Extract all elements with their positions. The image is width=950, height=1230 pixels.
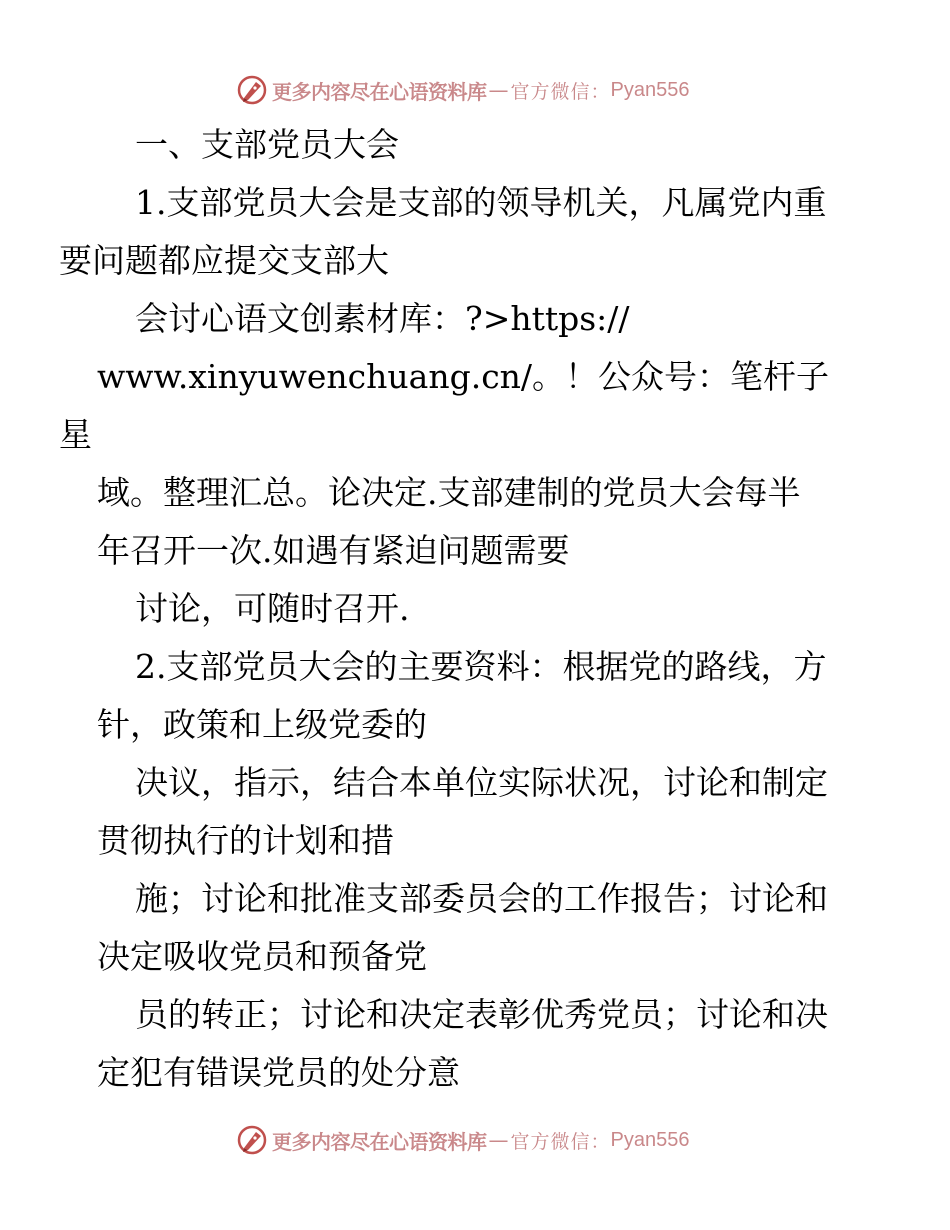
banner-wechat-id: Pyan556 xyxy=(610,78,690,101)
paragraph-2: 会讨心语文创素材库：?>https:// www.xinyuwenchuang.cn/。！公众号：笔杆子星 域。整理汇总。论决定.支部建制的党员大会每半 年召开一次.如遇有紧迫问题需要 xyxy=(59,299,830,570)
banner-dash: — xyxy=(488,1128,509,1152)
paragraph-5: 决议，指示，结合本单位实际状况，讨论和制定 贯彻执行的计划和措 xyxy=(97,763,828,860)
banner-title: 更多内容尽在心语资料库 xyxy=(272,1129,487,1154)
pen-nib-circle-icon xyxy=(236,1124,268,1156)
banner-wechat-id: Pyan556 xyxy=(610,1128,690,1151)
banner-title: 更多内容尽在心语资料库 xyxy=(272,79,487,104)
header-banner xyxy=(236,72,716,108)
pen-nib-circle-icon xyxy=(236,74,268,106)
paragraph-4: 2.支部党员大会的主要资料：根据党的路线，方 针，政策和上级党委的 xyxy=(97,647,827,744)
paragraph-7: 员的转正；讨论和决定表彰优秀党员；讨论和决 定犯有错误党员的处分意 xyxy=(97,995,828,1092)
paragraph-1: 1.支部党员大会是支部的领导机关，凡属党内重 要问题都应提交支部大 xyxy=(59,183,827,280)
paragraph-3: 讨论，可随时召开. xyxy=(135,589,410,628)
banner-wechat-label: 官方微信： xyxy=(510,80,611,103)
paragraph-6: 施；讨论和批准支部委员会的工作报告；讨论和 决定吸收党员和预备党 xyxy=(97,879,828,976)
banner-dash: — xyxy=(488,78,509,102)
banner-wechat-label: 官方微信： xyxy=(510,1130,611,1153)
document-body xyxy=(59,116,857,1102)
footer-banner xyxy=(236,1122,716,1158)
heading-branch-meeting: 一、支部党员大会 xyxy=(135,125,399,164)
